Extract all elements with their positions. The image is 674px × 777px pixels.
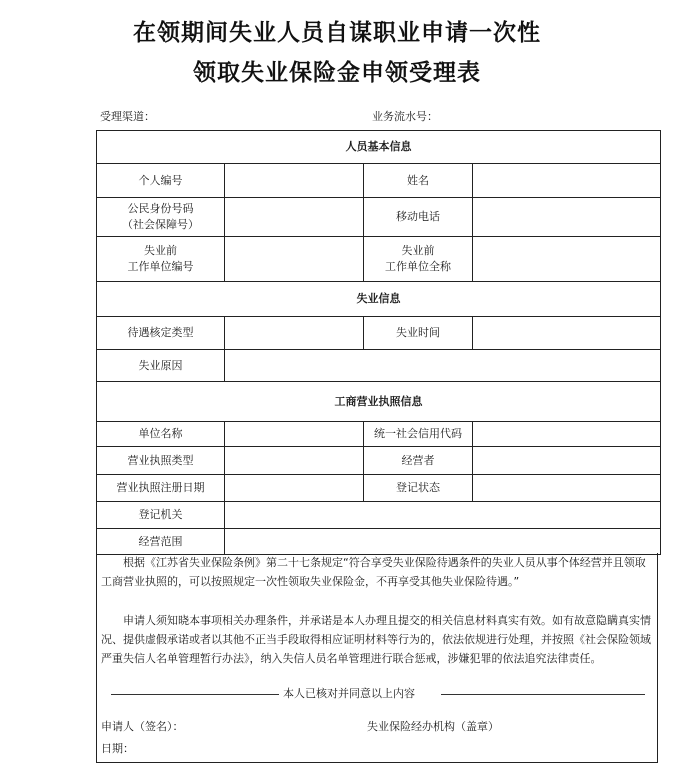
- agreement-rule-right: [441, 694, 645, 695]
- unemp-time-field[interactable]: [473, 317, 661, 350]
- mobile-field[interactable]: [473, 198, 661, 237]
- unit-name-field[interactable]: [225, 422, 364, 447]
- label-citizen-id: [97, 198, 225, 237]
- label-unemp-reason: 失业原因: [97, 350, 225, 382]
- label-credit-code: 统一社会信用代码: [364, 422, 473, 447]
- citizen-id-field[interactable]: [225, 198, 364, 237]
- label-personal-id: 个人编号: [97, 164, 225, 198]
- form-title-line1: 在领期间失业人员自谋职业申请一次性: [133, 19, 541, 46]
- label-license-date: 营业执照注册日期: [97, 475, 225, 502]
- license-date-field[interactable]: [225, 475, 364, 502]
- label-license-type: 营业执照类型: [97, 447, 225, 475]
- label-unit-name: 单位名称: [97, 422, 225, 447]
- channel-label: 受理渠道：: [100, 110, 155, 123]
- label-citizen-id-line1: 公民身份号码: [127, 202, 194, 215]
- name-field[interactable]: [473, 164, 661, 198]
- section-basic-info: 人员基本信息: [97, 131, 661, 164]
- agreement-line: [111, 686, 645, 702]
- serial-number-label: 业务流水号：: [372, 110, 438, 123]
- declaration-box: [96, 553, 658, 763]
- label-citizen-id-line2: （社会保障号）: [122, 218, 199, 231]
- label-prev-unit-name-line2: 工作单位全称: [385, 260, 451, 273]
- agreement-text: 本人已核对并同意以上内容: [283, 687, 415, 700]
- label-prev-unit-name: [364, 237, 473, 282]
- reg-authority-field[interactable]: [225, 502, 661, 529]
- label-name: 姓名: [364, 164, 473, 198]
- label-operator: 经营者: [364, 447, 473, 475]
- operator-field[interactable]: [473, 447, 661, 475]
- credit-code-field[interactable]: [473, 422, 661, 447]
- reg-status-field[interactable]: [473, 475, 661, 502]
- section-unemployment-info: 失业信息: [97, 282, 661, 317]
- date-label: 日期：: [101, 742, 134, 755]
- label-reg-authority: 登记机关: [97, 502, 225, 529]
- agreement-rule-left: [111, 694, 279, 695]
- prev-unit-name-field[interactable]: [473, 237, 661, 282]
- label-benefit-type: 待遇核定类型: [97, 317, 225, 350]
- form-title-line2: 领取失业保险金申领受理表: [193, 59, 481, 86]
- declaration-paragraph-commitment: 申请人须知晓本事项相关办理条件，并承诺是本人办理且提交的相关信息材料真实有效。如有故意隐瞒真实情况、提供虚假承诺或者以其他不正当手段取得相应证明材料等行为的，依法依规进行处理，并按照《社会保险领域严重失信人名单管理暂行办法》，纳入失信人员名单管理进行联合惩戒，涉嫌犯罪的依法追究法律责任。: [101, 614, 651, 665]
- applicant-signature-label: 申请人（签名）：: [101, 720, 184, 733]
- application-form-table: [96, 130, 661, 555]
- label-prev-unit-code: [97, 237, 225, 282]
- label-prev-unit-code-line1: 失业前: [144, 244, 177, 257]
- label-business-scope: 经营范围: [97, 529, 225, 555]
- personal-id-field[interactable]: [225, 164, 364, 198]
- benefit-type-field[interactable]: [225, 317, 364, 350]
- label-prev-unit-code-line2: 工作单位编号: [127, 260, 194, 273]
- unemp-reason-field[interactable]: [225, 350, 661, 382]
- declaration-paragraph-regulation: 根据《江苏省失业保险条例》第二十七条规定“符合享受失业保险待遇条件的失业人员从事个体经营并且领取工商营业执照的，可以按照规定一次性领取失业保险金，不再享受其他失业保险待遇。”: [101, 556, 646, 588]
- label-reg-status: 登记状态: [364, 475, 473, 502]
- license-type-field[interactable]: [225, 447, 364, 475]
- label-mobile: 移动电话: [364, 198, 473, 237]
- label-unemp-time: 失业时间: [364, 317, 473, 350]
- business-scope-field[interactable]: [225, 529, 661, 555]
- agency-seal-label: 失业保险经办机构（盖章）: [367, 720, 499, 733]
- label-prev-unit-name-line1: 失业前: [401, 244, 435, 257]
- section-business-license-info: 工商营业执照信息: [97, 382, 661, 422]
- prev-unit-code-field[interactable]: [225, 237, 364, 282]
